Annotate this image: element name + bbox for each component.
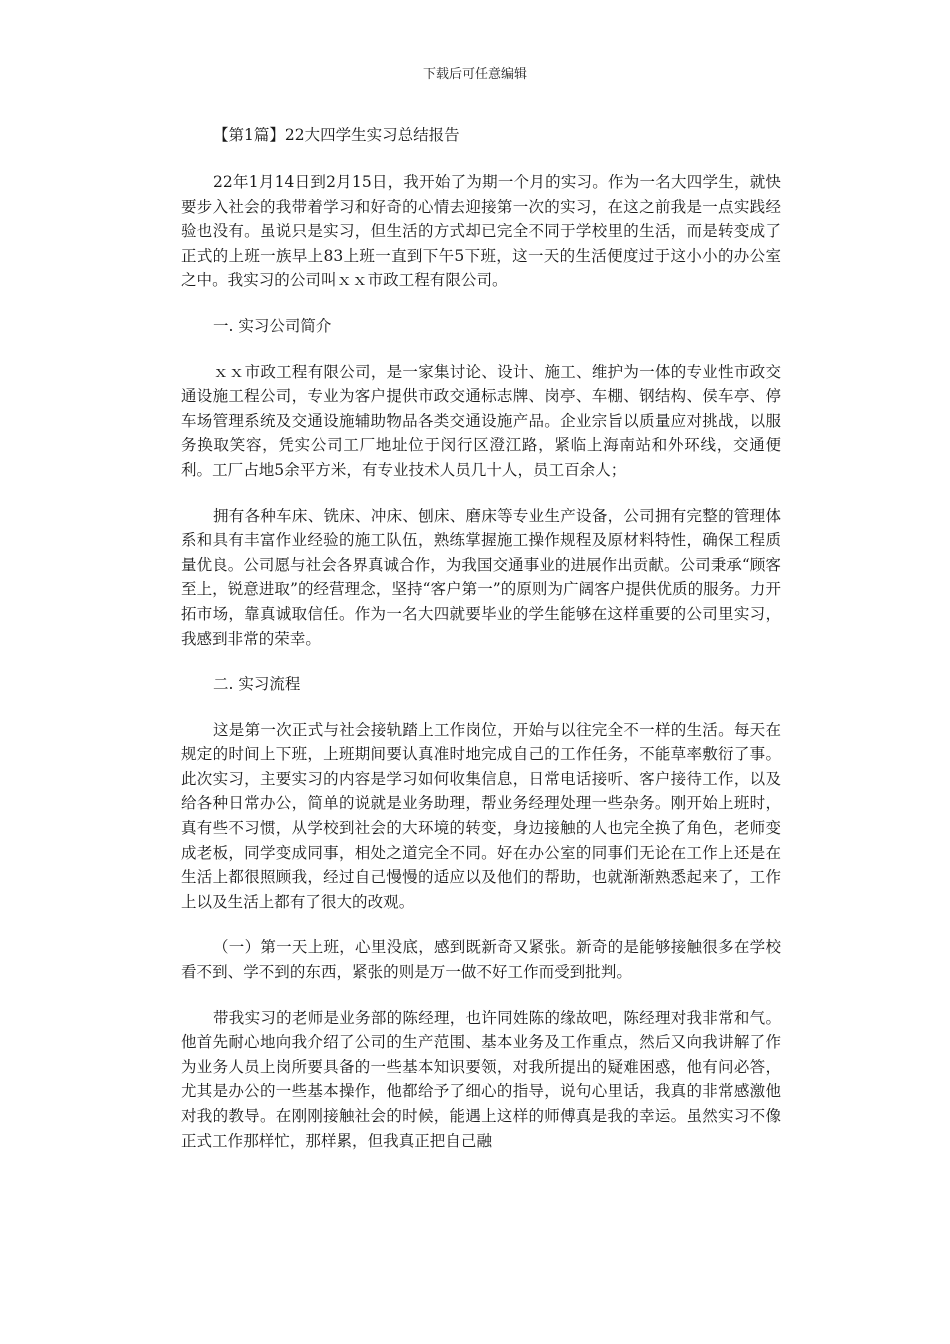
- paragraph-first-day: （一）第一天上班，心里没底，感到既新奇又紧张。新奇的是能够接触很多在学校看不到、学不到的东西，紧张的则是万一做不好工作而受到批判。: [181, 938, 781, 982]
- paragraph-intro: 22年1月14日到2月15日，我开始了为期一个月的实习。作为一名大四学生，就快要步入社会的我带着学习和好奇的心情去迎接第一次的实习，在这之前我是一点实践经验也没有。虽说只是实习，但生活的方式却已完全不同于学校里的生活，而是转变成了正式的上班一族早上83上班一直到下午5下班，这一天的生活便度过于这小小的办公室之中。我实习的公司叫ｘｘ市政工程有限公司。: [181, 173, 781, 290]
- paragraph-company-equipment: 拥有各种车床、铣床、冲床、刨床、磨床等专业生产设备，公司拥有完整的管理体系和具有丰富作业经验的施工队伍，熟练掌握施工操作规程及原材料特性，确保工程质量优良。公司愿与社会各界真诚合作，为我国交通事业的进展作出贡献。公司秉承“顾客至上，锐意进取”的经营理念，坚持“客户第一”的原则为广阔客户提供优质的服务。力开拓市场，靠真诚取信任。作为一名大四就要毕业的学生能够在这样重要的公司里实习，我感到非常的荣幸。: [181, 506, 781, 648]
- paragraph-mentor: 带我实习的老师是业务部的陈经理，也许同姓陈的缘故吧，陈经理对我非常和气。他首先耐心地向我介绍了公司的生产范围、基本业务及工作重点，然后又向我讲解了作为业务人员上岗所要具备的一些基本知识要领，对我所提出的疑难困惑，他有问必答，尤其是办公的一些基本操作，他都给予了细心的指导，说句心里话，我真的非常感激他对我的教导。在刚刚接触社会的时候，能遇上这样的师傅真是我的幸运。虽然实习不像正式工作那样忙，那样累，但我真正把自己融: [181, 1008, 781, 1150]
- section-heading-company-intro: 一. 实习公司简介: [213, 316, 332, 335]
- page-header: 下载后可任意编辑: [422, 67, 527, 82]
- document-body: [181, 122, 781, 1174]
- paragraph-company-profile: ｘｘ市政工程有限公司，是一家集讨论、设计、施工、维护为一体的专业性市政交通设施工程公司，专业为客户提供市政交通标志牌、岗亭、车棚、钢结构、侯车亭、停车场管理系统及交通设施辅助物品各类交通设施产品。企业宗旨以质量应对挑战，以服务换取笑容，凭实公司工厂地址位于闵行区澄江路，紧临上海南站和外环线，交通便利。工厂占地5余平方米，有专业技术人员几十人，员工百余人；: [181, 362, 781, 479]
- document-title: 【第1篇】22大四学生实习总结报告: [213, 126, 460, 144]
- section-heading-internship-process: 二. 实习流程: [213, 675, 301, 694]
- paragraph-process-overview: 这是第一次正式与社会接轨踏上工作岗位，开始与以往完全不一样的生活。每天在规定的时间上下班，上班期间要认真准时地完成自己的工作任务，不能草率敷衍了事。此次实习，主要实习的内容是学习如何收集信息，日常电话接听、客户接待工作，以及给各种日常办公，简单的说就是业务助理，帮业务经理处理一些杂务。刚开始上班时，真有些不习惯，从学校到社会的大环境的转变，身边接触的人也完全换了角色，老师变成老板，同学变成同事，相处之道完全不同。好在办公室的同事们无论在工作上还是在生活上都很照顾我，经过自己慢慢的适应以及他们的帮助，也就渐渐熟悉起来了，工作上以及生活上都有了很大的改观。: [181, 720, 781, 911]
